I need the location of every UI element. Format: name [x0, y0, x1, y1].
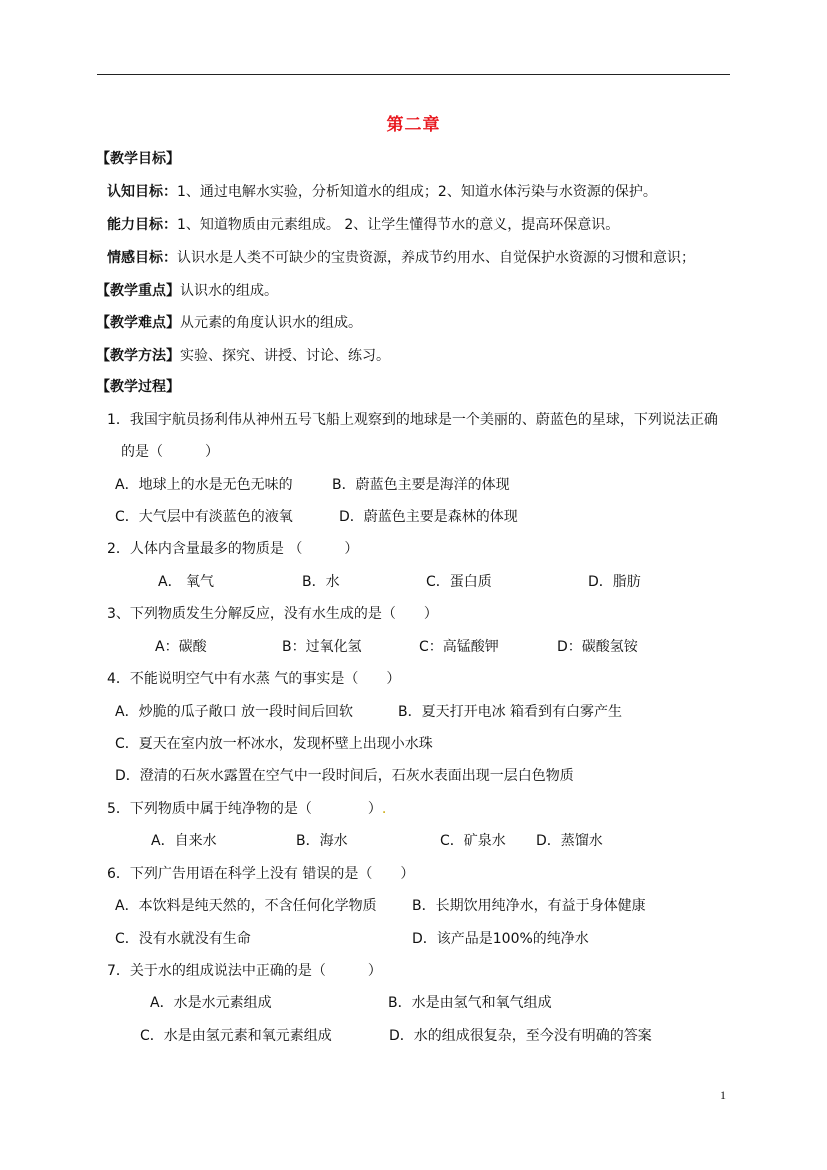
method [96, 347, 390, 365]
q4-option-a: A．炒脆的瓜子敞口 放一段时间后回软 [115, 704, 354, 720]
q7-option-b: B．水是由氢气和氧气组成 [388, 995, 552, 1011]
q7-stem: 7．关于水的组成说法中正确的是（ ） [107, 963, 382, 979]
ability-objective [107, 216, 619, 234]
q6-option-b: B．长期饮用纯净水，有益于身体健康 [412, 898, 646, 914]
page-number: 1 [720, 1088, 726, 1102]
q6-stem: 6．下列广告用语在科学上没有 错误的是（ ） [107, 866, 415, 882]
q7-option-c: C．水是由氢元素和氧元素组成 [140, 1028, 332, 1044]
q5-option-d: D．蒸馏水 [536, 833, 603, 849]
q1-option-b: B．蔚蓝色主要是海洋的体现 [332, 477, 510, 493]
q7-option-a: A．水是水元素组成 [150, 995, 272, 1011]
q5-stem [107, 800, 386, 818]
q4-option-c: C．夏天在室内放一杯冰水，发现杯壁上出现小水珠 [115, 736, 433, 752]
q1-option-d: D．蔚蓝色主要是森林的体现 [339, 509, 518, 525]
q4-option-b: B．夏天打开电冰 箱看到有白雾产生 [398, 704, 623, 720]
cognitive-objective [107, 183, 657, 201]
key-point-text: 认识水的组成。 [180, 283, 278, 299]
q6-option-c: C．没有水就没有生命 [115, 931, 251, 947]
key-point-label: 【教学重点】 [96, 283, 180, 299]
q3-option-c: C：高锰酸钾 [419, 639, 499, 655]
emotion-objective [107, 249, 695, 267]
emotion-label: 情感目标： [107, 250, 177, 266]
ability-text: 1、知道物质由元素组成。 2、让学生懂得节水的意义，提高环保意识。 [177, 217, 620, 233]
cognitive-text: 1、通过电解水实验，分析知道水的组成；2、知道水体污染与水资源的保护。 [177, 184, 657, 200]
q3-option-a: A：碳酸 [155, 639, 207, 655]
q6-option-a: A．本饮料是纯天然的，不含任何化学物质 [115, 898, 377, 914]
q5-option-a: A．自来水 [151, 833, 217, 849]
q6-option-d: D．该产品是100%的纯净水 [412, 931, 589, 947]
q1-option-c: C．大气层中有淡蓝色的液氧 [115, 509, 293, 525]
q2-option-b: B．水 [302, 574, 340, 590]
method-label: 【教学方法】 [96, 348, 180, 364]
q4-option-d: D．澄清的石灰水露置在空气中一段时间后，石灰水表面出现一层白色物质 [115, 768, 574, 784]
q1-stem-continued: 的是（ ） [121, 444, 219, 460]
q3-option-d: D：碳酸氢铵 [557, 639, 638, 655]
q1-option-a: A．地球上的水是无色无味的 [115, 477, 293, 493]
q2-option-c: C．蛋白质 [426, 574, 492, 590]
q2-option-d: D．脂肪 [588, 574, 641, 590]
q2-stem: 2．人体内含量最多的物质是 （ ） [107, 541, 359, 557]
q7-option-d: D．水的组成很复杂，至今没有明确的答案 [389, 1028, 652, 1044]
cognitive-label: 认知目标： [107, 184, 177, 200]
process-heading: 【教学过程】 [96, 379, 180, 395]
q4-stem: 4．不能说明空气中有水蒸 气的事实是（ ） [107, 671, 401, 687]
q1-stem: 1．我国宇航员扬利伟从神州五号飞船上观察到的地球是一个美丽的、蔚蓝色的星球，下列说法正确 [107, 412, 718, 428]
key-point [96, 282, 278, 300]
method-text: 实验、探究、讲授、讨论、练习。 [180, 348, 390, 364]
q5-option-c: C．矿泉水 [440, 833, 506, 849]
difficulty-text: 从元素的角度认识水的组成。 [180, 315, 362, 331]
q5-option-b: B．海水 [296, 833, 348, 849]
q5-stem-text: 5．下列物质中属于纯净物的是（ ） [107, 801, 382, 817]
header-rule [97, 74, 730, 75]
q2-option-a: A． 氧气 [158, 574, 215, 590]
q3-option-b: B：过氧化氢 [282, 639, 362, 655]
q5-stem-mark: . [381, 801, 387, 817]
objectives-heading: 【教学目标】 [96, 151, 180, 167]
difficulty [96, 314, 362, 332]
ability-label: 能力目标： [107, 217, 177, 233]
emotion-text: 认识水是人类不可缺少的宝贵资源，养成节约用水、自觉保护水资源的习惯和意识； [177, 250, 695, 266]
q3-stem: 3、下列物质发生分解反应，没有水生成的是（ ） [107, 606, 438, 622]
difficulty-label: 【教学难点】 [96, 315, 180, 331]
chapter-title: 第二章 [386, 115, 441, 135]
